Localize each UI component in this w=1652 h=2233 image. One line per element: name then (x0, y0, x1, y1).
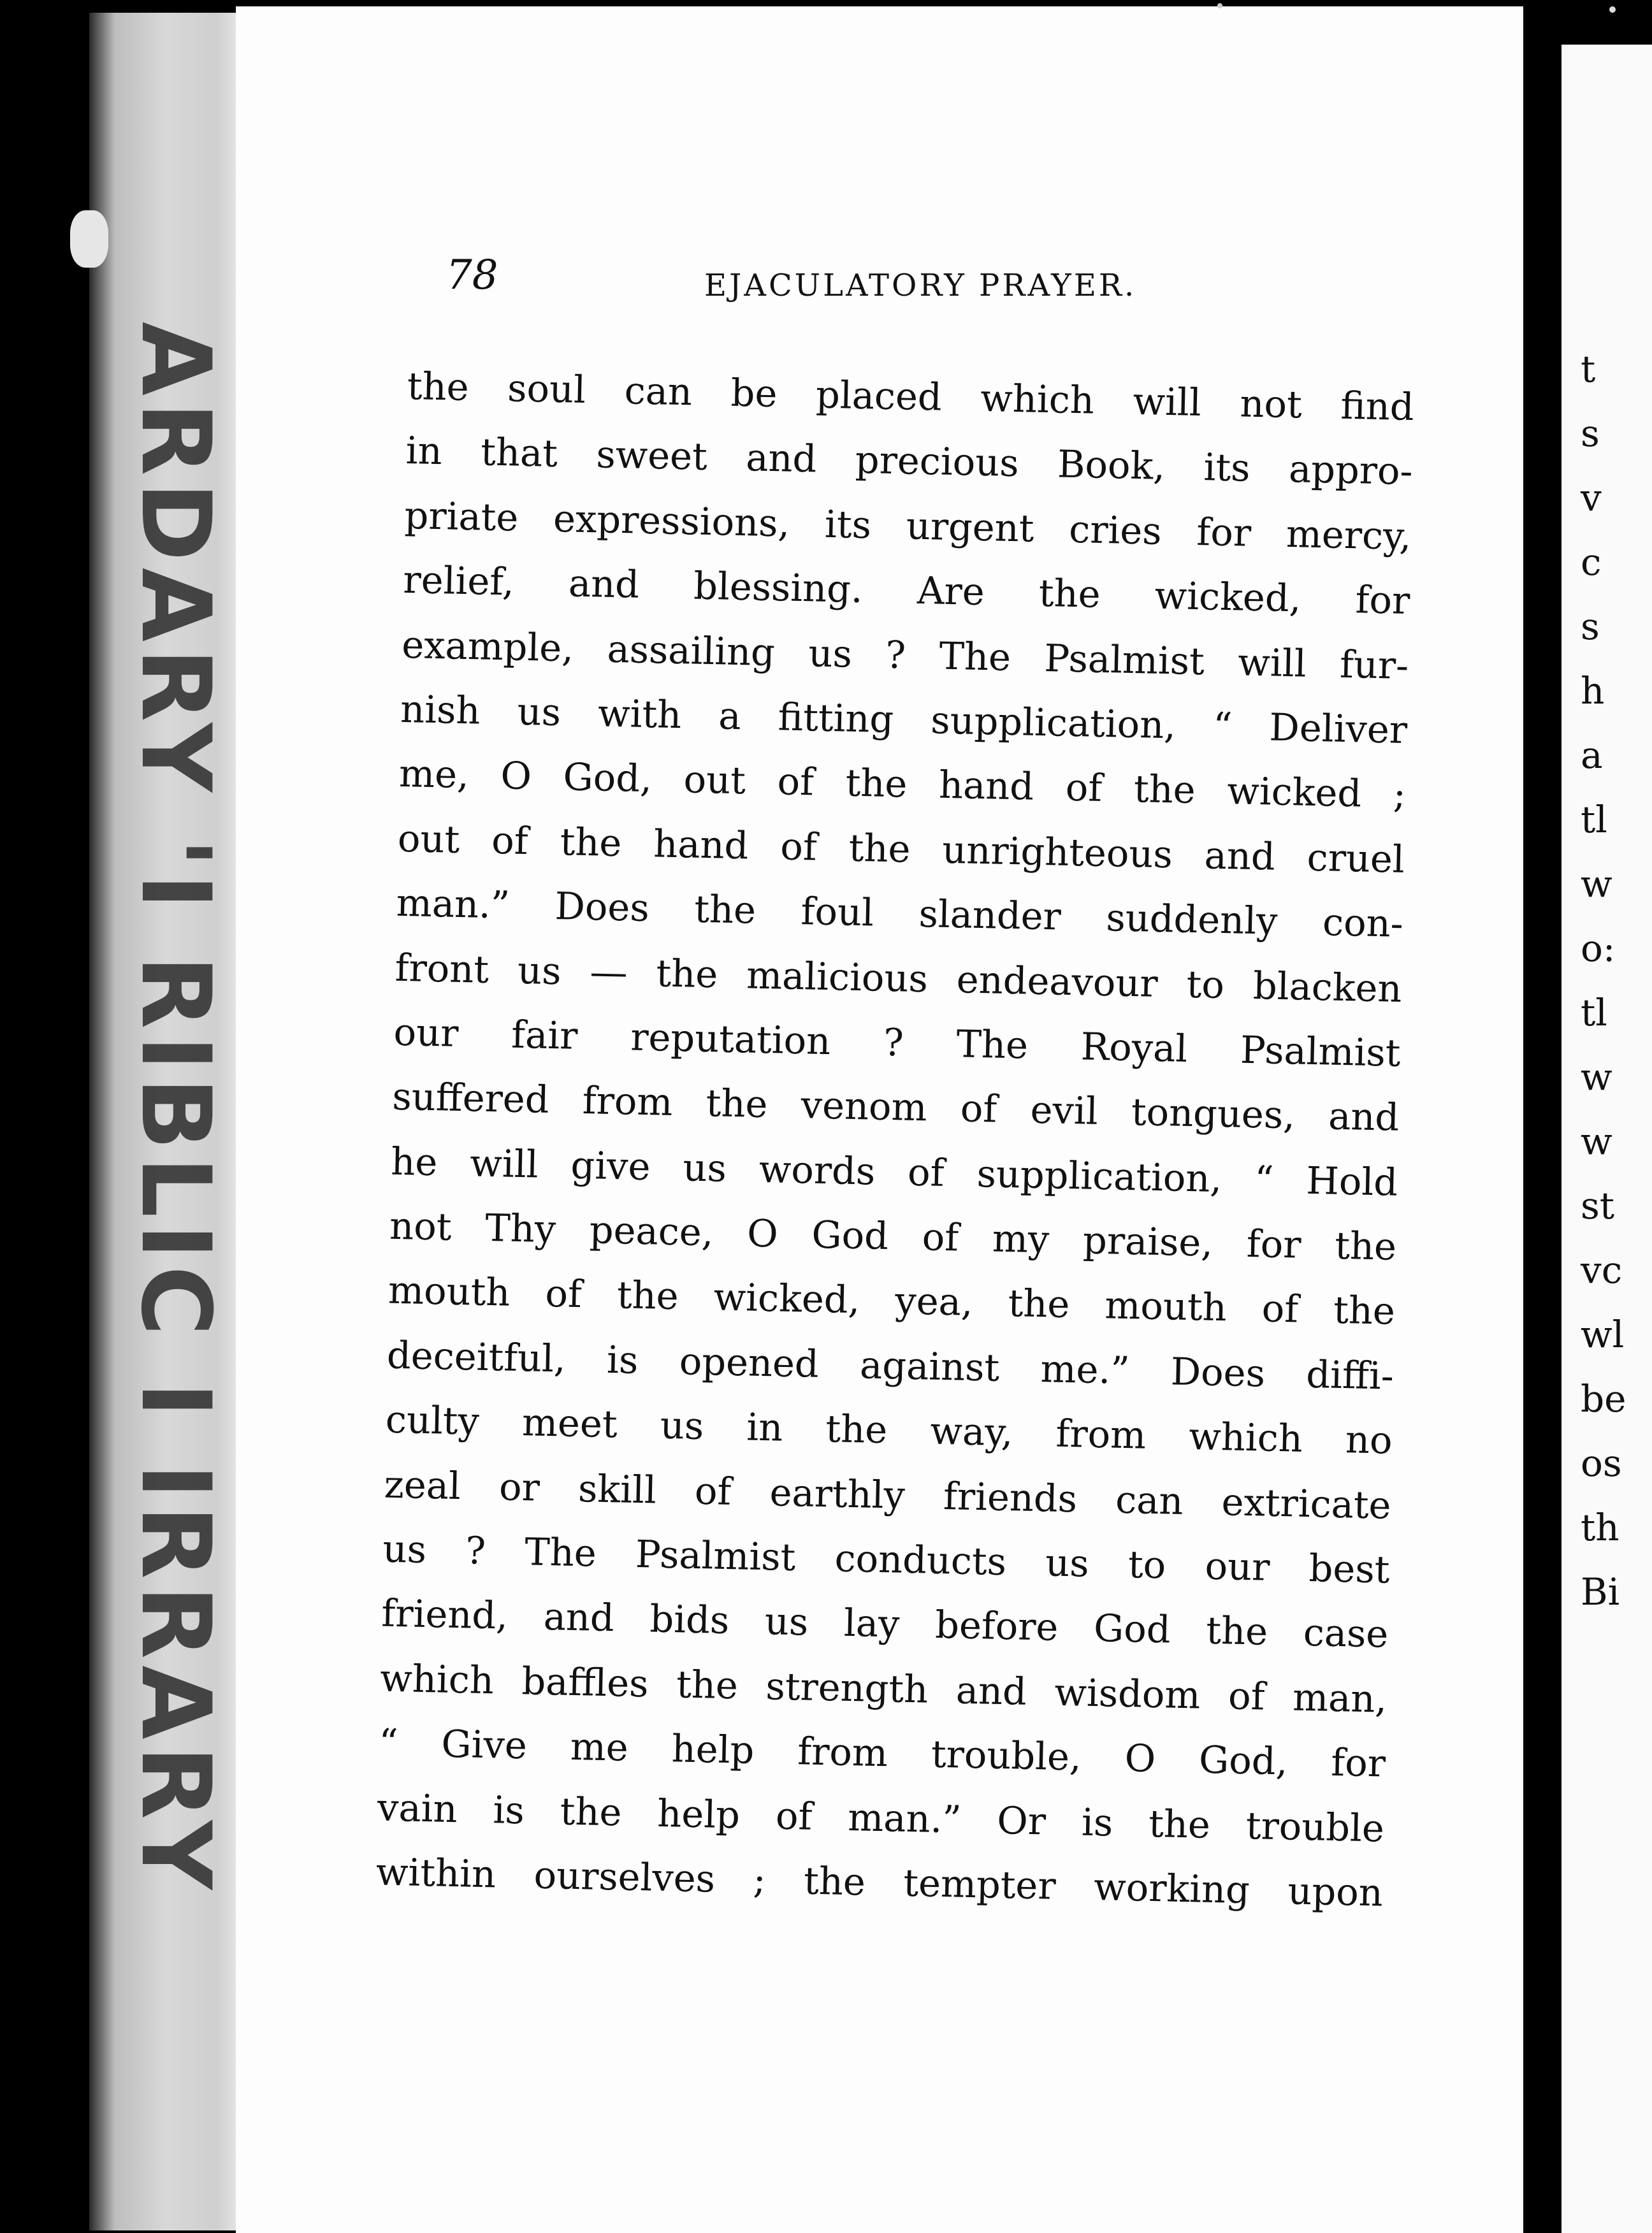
text-line: not Thy peace, O God of my praise, for the (389, 1203, 1397, 1269)
text-line: me, O God, out of the hand of the wicked ; (398, 751, 1407, 817)
text-line: culty meet us in the way, from which no (385, 1397, 1393, 1463)
text-line: man.” Does the foul slander suddenly con- (396, 880, 1404, 946)
page-number: 78 (446, 252, 498, 299)
text-line: relief, and blessing. Are the wicked, for (402, 558, 1410, 623)
text-line: example, assailing us ? The Psalmist will fur- (401, 622, 1409, 688)
facing-page-fragment: wl (1581, 1313, 1625, 1356)
facing-page-fragment: o: (1581, 927, 1616, 970)
facing-page-fragment: vc (1581, 1248, 1623, 1292)
text-line: us ? The Psalmist conducts us to our best (382, 1526, 1391, 1592)
text-line: deceitful, is opened against me.” Does diffi- (386, 1333, 1395, 1398)
scan-speck (1217, 3, 1222, 8)
text-line: front us — the malicious endeavour to blacken (395, 945, 1403, 1011)
facing-page-fragment: th (1581, 1506, 1619, 1549)
text-line: in that sweet and precious Book, its appro- (405, 428, 1414, 494)
book-gutter (1523, 0, 1561, 2233)
facing-page-fragment: w (1581, 1120, 1612, 1163)
text-line: priate expressions, its urgent cries for mercy, (403, 493, 1412, 558)
text-line: out of the hand of the unrighteous and cruel (397, 816, 1405, 881)
text-line: friend, and bids us lay before God the case (380, 1591, 1389, 1657)
text-line: vain is the help of man.” Or is the trouble (377, 1785, 1385, 1851)
facing-page-fragment: h (1581, 669, 1605, 712)
text-line: our fair reputation ? The Royal Psalmist (393, 1009, 1402, 1075)
facing-page-fragment: os (1581, 1442, 1622, 1485)
facing-page-fragment: s (1581, 605, 1600, 648)
scan-speck (1609, 6, 1616, 13)
library-stamp (120, 321, 231, 1897)
facing-page-fragment: st (1581, 1184, 1615, 1227)
text-line: he will give us words of supplication, “ Hold (390, 1139, 1398, 1204)
facing-page-fragment: Bi (1581, 1570, 1620, 1614)
text-line: zeal or skill of earthly friends can extricate (384, 1462, 1392, 1528)
running-head: EJACULATORY PRAYER. (704, 268, 1137, 303)
facing-page-fragment: tl (1581, 991, 1607, 1034)
facing-page (1561, 45, 1652, 2233)
text-line: within ourselves ; the tempter working upon (375, 1849, 1384, 1915)
text-line: mouth of the wicked, yea, the mouth of the (388, 1268, 1396, 1334)
facing-page-fragment: s (1581, 412, 1600, 455)
facing-page-fragment: w (1581, 1055, 1612, 1099)
text-line: the soul can be placed which will not find (407, 363, 1415, 430)
library-stamp-text: ARDARY 'I RIBLIC I IRRARY (120, 321, 231, 1897)
facing-page-fragment: t (1581, 347, 1596, 391)
facing-page-fragment: be (1581, 1377, 1627, 1420)
text-line: “ Give me help from trouble, O God, for (378, 1720, 1386, 1786)
text-line: nish us with a fitting supplication, “ Deliver (400, 686, 1408, 752)
facing-page-fragment: w (1581, 862, 1612, 906)
facing-page-fragment: tl (1581, 798, 1607, 841)
text-line: which baffles the strength and wisdom of man, (379, 1656, 1388, 1721)
facing-page-fragment: c (1581, 540, 1602, 584)
scan-speck (70, 210, 108, 268)
facing-page-fragment: a (1581, 733, 1603, 777)
body-text (375, 354, 1415, 1925)
facing-page-fragment: v (1581, 476, 1602, 519)
text-line: suffered from the venom of evil tongues, and (391, 1074, 1400, 1140)
